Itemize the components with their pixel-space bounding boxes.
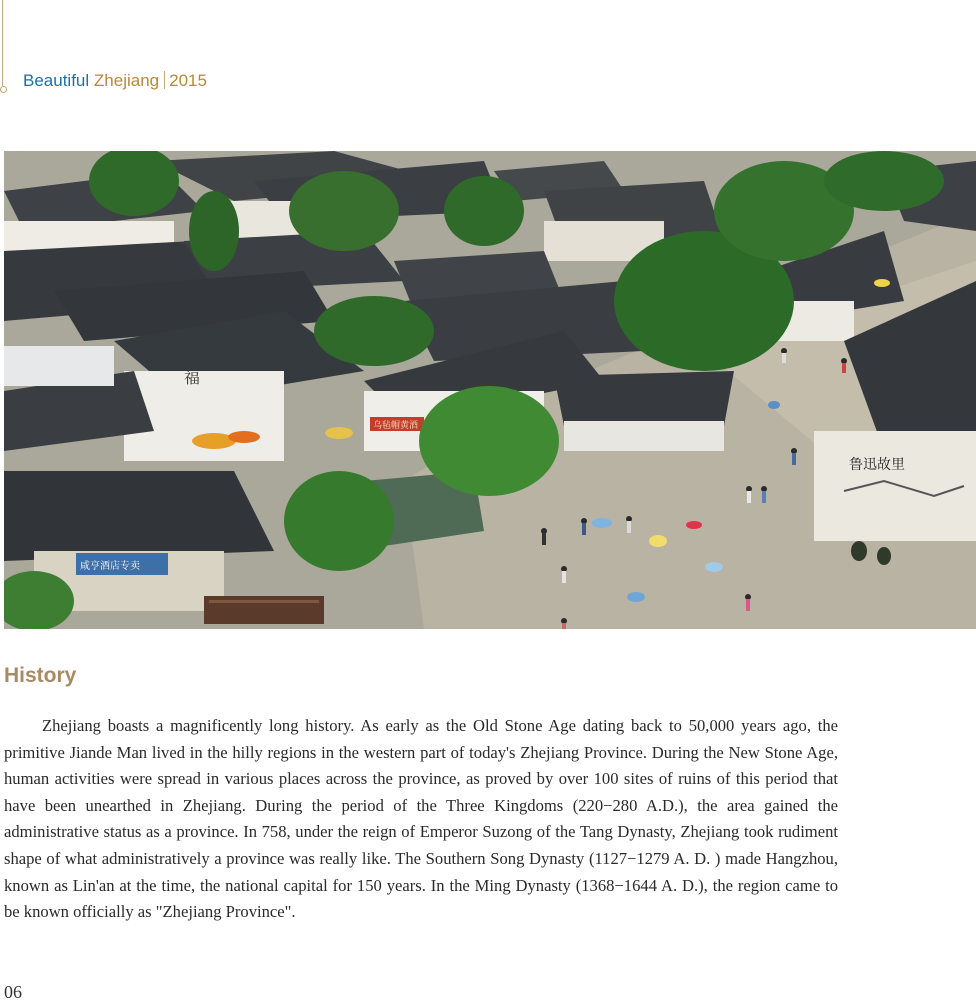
fu-character-sign: 福 xyxy=(184,368,201,387)
running-header xyxy=(23,68,207,94)
page-number: 06 xyxy=(4,982,22,1002)
history-paragraph: Zhejiang boasts a magnificently long history. As early as the Old Stone Age dating back to 50,000 years ago, the primitive Jiande Man lived in the hilly regions in the western part of today's Zhejiang Province. During the New Stone Age, human activities were spread in various places across the province, as proved by over 100 sites of ruins of this period that have been unearthed in Zhejiang. During the period of the Three Kingdoms (220−280 A.D.), the area gained the administrative status as a province. In 758, under the reign of Emperor Suzong of the Tang Dynasty, Zhejiang took rudiment shape of what administratively a province was really like. The Southern Song Dynasty (1127−1279 A. D. ) made Hangzhou, known as Lin'an at the time, the national capital for 150 years. In the Ming Dynasty (1368−1644 A. D.), the region came to be known officially as "Zhejiang Province". xyxy=(4,716,838,922)
photo-illustration xyxy=(4,151,976,629)
red-shop-sign-text: 乌毡帽黄酒 xyxy=(373,421,419,431)
header-separator xyxy=(164,71,165,89)
header-year: 2015 xyxy=(169,71,207,90)
header-word-beautiful: Beautiful xyxy=(23,71,90,90)
luxun-wall-text: 鲁迅故里 xyxy=(849,457,905,473)
town-aerial-photo xyxy=(4,151,976,629)
header-word-zhejiang: Zhejiang xyxy=(93,71,160,90)
header-rule-dot xyxy=(0,86,7,93)
header-rule xyxy=(2,0,3,86)
section-title-history: History xyxy=(4,664,77,687)
blue-shop-sign-text: 咸亨酒店专卖 xyxy=(80,561,140,572)
luxun-memorial-wall xyxy=(814,431,976,541)
